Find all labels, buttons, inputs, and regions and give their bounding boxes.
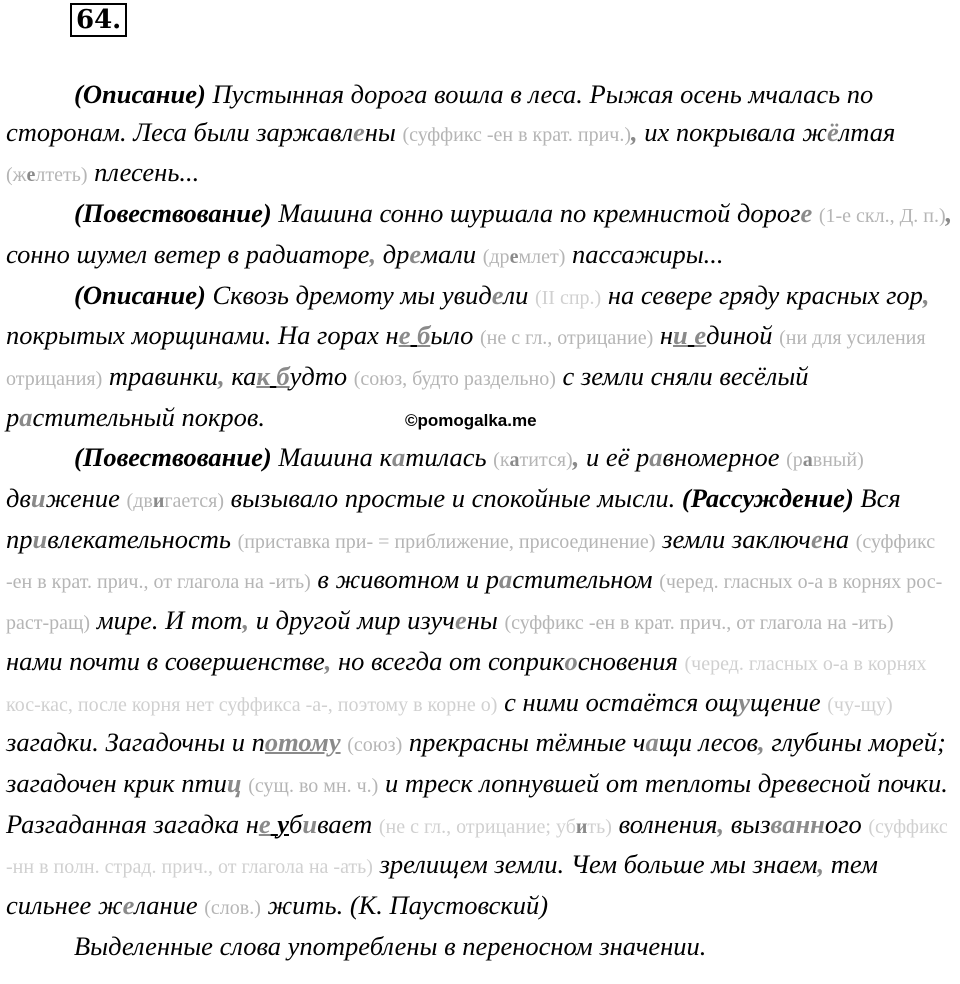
highlighted-letter: ё bbox=[826, 116, 839, 147]
paragraph-3 bbox=[6, 277, 956, 440]
text-segment: с земли сняли весёлый р bbox=[6, 360, 809, 432]
text-segment: стительный покров. bbox=[32, 401, 265, 432]
text-segment: др bbox=[376, 238, 410, 269]
spelling-note: лтеть) bbox=[35, 164, 88, 187]
text-segment: и другой мир изуч bbox=[249, 605, 455, 636]
spelling-note: тится) bbox=[519, 449, 573, 472]
highlighted-letter: е bbox=[398, 320, 411, 351]
highlighted-letter: и bbox=[32, 523, 48, 554]
highlighted-letter: е bbox=[800, 198, 813, 229]
text-type-label: (Описание) bbox=[74, 279, 206, 310]
spelling-note: (ни для усиления отрицания) bbox=[6, 327, 926, 390]
text-segment: но всегда от соприк bbox=[331, 645, 565, 676]
highlighted-letter: и bbox=[575, 815, 588, 838]
text-segment: ны bbox=[466, 605, 505, 636]
text-segment: удто bbox=[289, 360, 354, 391]
text-segment bbox=[812, 198, 819, 228]
highlighted-letter: е bbox=[810, 523, 823, 554]
text-segment: сновения bbox=[577, 645, 685, 676]
task-number-box: 64. bbox=[70, 3, 127, 37]
highlighted-letter: и bbox=[30, 483, 46, 514]
text-segment: вает bbox=[317, 808, 379, 839]
text-segment: лание bbox=[134, 890, 205, 921]
paragraph-4 bbox=[6, 439, 956, 927]
text-segment: стительном bbox=[512, 564, 660, 595]
highlighted-comma: , bbox=[945, 198, 953, 229]
highlighted-letter: е bbox=[509, 245, 519, 268]
highlighted-letter: и bbox=[152, 490, 165, 513]
spelling-note: (суффикс -нн в полн. страд. прич., от глагола на -ать) bbox=[6, 815, 948, 879]
text-segment: и треск лопнувшей от теплоты древесной почки. Разгаданная загадка н bbox=[6, 767, 948, 839]
spelling-note: (сущ. во мн. ч.) bbox=[248, 774, 379, 797]
text-segment: Пустынная дорога вошла в леса. Рыжая осень мчалась по сторонам. Леса были заржавл bbox=[6, 79, 874, 147]
highlighted-letter: ц bbox=[226, 767, 242, 798]
highlighted-comma: , bbox=[242, 605, 250, 636]
spelling-note: (не с гл., отрицание) bbox=[480, 327, 654, 350]
text-type-label: (Повествование) bbox=[74, 442, 272, 473]
text-segment: нами почти в совершенстве bbox=[6, 645, 325, 676]
spelling-note: (союз, будто раздельно) bbox=[353, 367, 556, 390]
highlighted-comma: , bbox=[369, 238, 377, 269]
text-segment: вномерное bbox=[662, 442, 787, 473]
highlighted-letter: а bbox=[19, 401, 33, 432]
text-segment: покрытых морщинами. На горах н bbox=[6, 320, 399, 351]
text-segment: ыло bbox=[430, 320, 481, 351]
highlighted-letter: а bbox=[499, 564, 513, 595]
text-segment: дв bbox=[6, 483, 31, 514]
text-segment: Машина к bbox=[271, 442, 392, 473]
highlighted-comma: , bbox=[218, 360, 225, 391]
highlighted-comma: , bbox=[324, 645, 332, 676]
spelling-note: (приставка при- = приближение, присоединение) bbox=[237, 530, 656, 553]
text-segment: зрелищем земли. Чем больше мы знаем bbox=[372, 849, 818, 880]
highlighted-letter: а bbox=[802, 449, 813, 472]
highlighted-letter: к bbox=[256, 360, 270, 391]
text-segment: б bbox=[289, 808, 303, 839]
spelling-note: (слов.) bbox=[204, 897, 261, 920]
final-note: Выделенные слова употреблены в переносном значении. bbox=[74, 930, 707, 961]
highlighted-comma: , bbox=[758, 727, 765, 758]
highlighted-letter: а bbox=[509, 449, 520, 472]
highlighted-comma: , bbox=[817, 849, 825, 880]
spelling-note: (др bbox=[482, 245, 510, 268]
highlighted-letter: е bbox=[258, 808, 271, 839]
highlighted-letter: о bbox=[564, 645, 578, 676]
text-segment: диной bbox=[706, 320, 780, 351]
exercise-text bbox=[6, 76, 956, 965]
text-segment: мире. И тот bbox=[90, 605, 243, 636]
text-segment: земли заключ bbox=[655, 523, 811, 554]
paragraph-2 bbox=[6, 195, 956, 276]
paragraph-1 bbox=[6, 76, 956, 195]
highlighted-letter: отому bbox=[264, 727, 341, 758]
spelling-note: ть) bbox=[587, 815, 612, 838]
highlighted-letter: а bbox=[645, 727, 659, 758]
spelling-note: (дв bbox=[126, 490, 153, 513]
spelling-note: вный) bbox=[812, 449, 864, 472]
text-segment: щи лесов bbox=[658, 727, 759, 758]
text-segment: волнения bbox=[611, 808, 718, 839]
text-segment: выз bbox=[724, 808, 771, 839]
spelling-note: млет) bbox=[518, 245, 566, 268]
highlighted-letter: и bbox=[302, 808, 318, 839]
text-segment: и её р bbox=[579, 442, 650, 473]
text-segment: в животном и р bbox=[310, 564, 499, 595]
text-type-label: (Описание) bbox=[74, 79, 206, 109]
highlighted-comma: , bbox=[572, 442, 580, 473]
spelling-note: (черед. гласных о-а в корнях кос-кас, после корня нет суффикса -а-, поэтому в корне о) bbox=[6, 652, 927, 716]
text-segment: их покрывала ж bbox=[637, 116, 827, 147]
text-segment: жить. (К. Паустовский) bbox=[260, 890, 549, 921]
highlighted-letter: нн bbox=[795, 808, 825, 839]
text-segment: вызывало простые и спокойные мысли. bbox=[224, 483, 682, 514]
spelling-note: (р bbox=[786, 449, 803, 472]
text-segment: ли bbox=[503, 279, 535, 310]
text-type-label: (Рассуждение) bbox=[681, 483, 854, 514]
spelling-note: (чу-щу) bbox=[827, 693, 893, 716]
highlighted-comma: , bbox=[631, 116, 638, 147]
text-segment: мали bbox=[421, 238, 483, 269]
text-segment: с ними остаётся ощ bbox=[497, 686, 739, 717]
spelling-note: (суффикс -ен в крат. прич., от глагола на -ить) bbox=[6, 530, 936, 594]
highlighted-letter: а bbox=[649, 442, 663, 473]
text-segment: прекрасны тёмные ч bbox=[402, 727, 646, 758]
highlighted-letter: е bbox=[353, 116, 365, 147]
text-segment: Вся пр bbox=[6, 483, 901, 554]
text-segment: ого bbox=[824, 808, 869, 839]
highlighted-letter: е bbox=[409, 238, 422, 269]
text-segment: Сквозь дремоту мы увид bbox=[205, 279, 492, 310]
highlighted-letter: е bbox=[694, 320, 707, 351]
text-segment: ка bbox=[224, 360, 257, 391]
highlighted-letter: б bbox=[276, 360, 290, 391]
text-segment: сонно шумел ветер в радиаторе bbox=[6, 238, 370, 269]
text-segment: лтая bbox=[838, 116, 896, 147]
text-segment: н bbox=[653, 320, 674, 351]
text-segment: пассажиры... bbox=[565, 238, 724, 269]
highlighted-comma: , bbox=[717, 808, 725, 839]
text-segment: жение bbox=[45, 483, 127, 514]
highlighted-comma: , bbox=[922, 279, 930, 310]
highlighted-letter: а bbox=[391, 442, 406, 473]
spelling-note: (суффикс -ен в крат. прич., от глагола на -ить) bbox=[504, 612, 894, 635]
spelling-note: (ж bbox=[6, 164, 27, 187]
text-segment: тем сильнее ж bbox=[6, 849, 878, 921]
highlighted-letter: е bbox=[26, 164, 36, 187]
text-segment: на bbox=[822, 523, 856, 554]
highlighted-letter: ва bbox=[770, 808, 796, 839]
highlighted-letter: и bbox=[673, 320, 688, 351]
text-segment: травинки bbox=[102, 360, 219, 391]
spelling-note: (союз) bbox=[347, 734, 403, 757]
highlighted-letter: е bbox=[454, 605, 467, 636]
spelling-note: (не с гл., отрицание; уб bbox=[378, 815, 576, 838]
highlighted-letter: е bbox=[122, 890, 135, 921]
spelling-note: (черед. гласных о-а в корнях рос-раст-ращ) bbox=[6, 571, 943, 635]
text-segment: влекательность bbox=[47, 523, 238, 554]
highlighted-letter: у bbox=[738, 686, 751, 717]
highlighted-letter: у bbox=[277, 808, 289, 839]
text-segment: глубины морей; загадочен крик пти bbox=[6, 727, 946, 798]
spelling-note: гается) bbox=[164, 490, 225, 513]
highlighted-letter: б bbox=[417, 320, 431, 351]
text-segment: на севере гряду красных гор bbox=[601, 279, 923, 310]
text-type-label: (Повествование) bbox=[74, 198, 272, 229]
highlighted-letter: е bbox=[491, 279, 504, 310]
spelling-note: (суффикс -ен в крат. прич.) bbox=[402, 123, 631, 146]
spelling-note: (II спр.) bbox=[534, 286, 602, 309]
spelling-note: (к bbox=[493, 449, 510, 472]
watermark: ©pomogalka.me bbox=[405, 410, 537, 430]
spelling-note: (1-е скл., Д. п.) bbox=[818, 205, 946, 228]
text-segment: загадки. Загадочны и п bbox=[6, 727, 265, 758]
text-segment: Машина сонно шуршала по кремнистой дорог bbox=[271, 198, 801, 229]
text-segment: плесень... bbox=[87, 157, 200, 188]
text-segment: тилась bbox=[405, 442, 494, 473]
text-segment: ны bbox=[364, 116, 403, 147]
text-segment: щение bbox=[750, 686, 828, 717]
